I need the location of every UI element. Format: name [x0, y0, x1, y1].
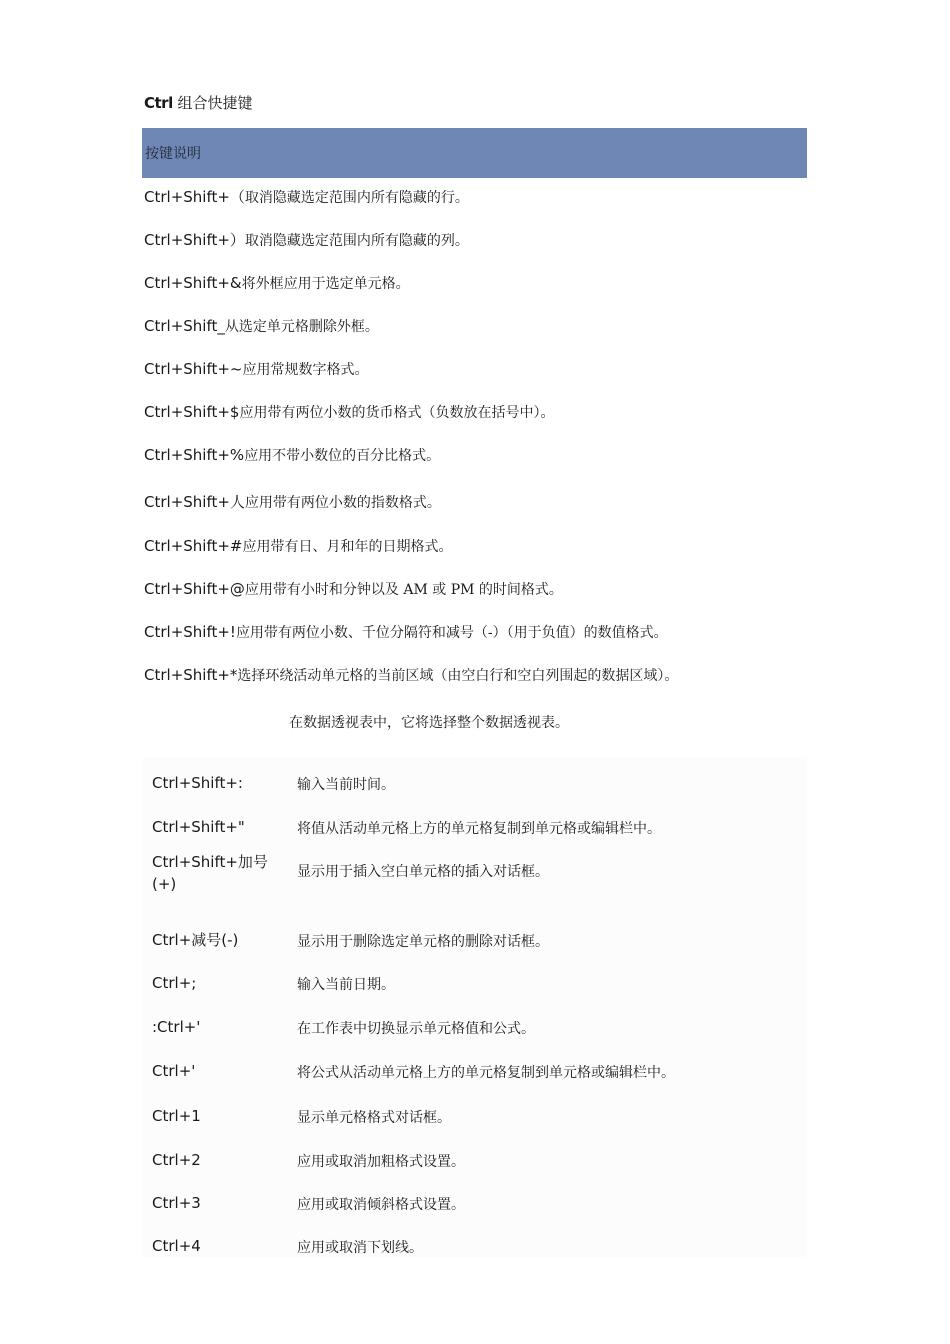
shortcut-desc: 取消隐藏选定范围内所有隐藏的行。: [244, 190, 469, 206]
table-key: Ctrl+Shift+:: [152, 774, 243, 792]
table-header: [142, 128, 807, 178]
shortcut-line: [144, 445, 440, 466]
table-desc: 应用或取消倾斜格式设置。: [297, 1197, 465, 1213]
shortcut-line: [144, 187, 469, 208]
shortcut-desc: 将外框应用于选定单元格。: [241, 276, 410, 292]
table-key: Ctrl+3: [152, 1194, 201, 1212]
table-header-label: 按键说明: [145, 146, 201, 162]
shortcut-line: [144, 273, 410, 294]
table-key: Ctrl+;: [152, 974, 197, 992]
shortcut-key: Ctrl+Shift+@: [144, 580, 245, 598]
shortcut-line: [144, 230, 469, 251]
shortcut-desc: 选择环绕活动单元格的当前区域（由空白行和空白列围起的数据区域）。: [237, 668, 679, 684]
table-desc: 输入当前日期。: [297, 977, 395, 993]
shortcut-line: [144, 316, 379, 337]
table-desc: 显示单元格格式对话框。: [297, 1110, 451, 1126]
shortcut-key: Ctrl+Shift+（: [144, 188, 245, 206]
table-key: Ctrl+2: [152, 1151, 201, 1169]
table-desc: 应用或取消下划线。: [297, 1240, 423, 1256]
shortcut-key: Ctrl+Shift+人: [144, 493, 245, 511]
shortcut-desc: 从选定单元格删除外框。: [224, 319, 379, 335]
shortcut-desc: 应用不带小数位的百分比格式。: [244, 448, 441, 464]
table-desc: 显示用于删除选定单元格的删除对话框。: [297, 934, 549, 950]
table-desc: 将公式从活动单元格上方的单元格复制到单元格或编辑栏中。: [297, 1065, 675, 1081]
shortcut-line: [144, 359, 369, 380]
shortcut-desc: 取消隐藏选定范围内所有隐藏的列。: [244, 233, 469, 249]
shortcut-desc: 应用带有日、月和年的日期格式。: [242, 539, 453, 555]
table-desc: 应用或取消加粗格式设置。: [297, 1154, 465, 1170]
shortcut-line: [144, 492, 441, 513]
page-title-suffix: 组合快捷键: [177, 94, 253, 112]
shortcut-key: Ctrl+Shift+&: [144, 274, 242, 292]
table-desc: 在工作表中切换显示单元格值和公式。: [297, 1021, 535, 1037]
shortcut-key: Ctrl+Shift+$: [144, 403, 240, 421]
shortcut-line: [144, 579, 563, 600]
table-key: Ctrl+Shift+": [152, 818, 245, 836]
shortcut-key: Ctrl+Shift+!: [144, 623, 236, 641]
page-title-prefix: Ctrl: [144, 94, 173, 112]
table-key: Ctrl+': [152, 1062, 196, 1080]
table-key: Ctrl+1: [152, 1107, 201, 1125]
shortcut-key: Ctrl+Shift+~: [144, 360, 243, 378]
shortcut-line: [144, 665, 678, 686]
shortcut-desc: 应用常规数字格式。: [242, 362, 369, 378]
shortcut-desc: 应用带有两位小数的指数格式。: [244, 495, 441, 511]
table-key: Ctrl+减号(-): [152, 931, 239, 949]
shortcut-desc: 应用带有两位小数的货币格式（负数放在括号中）。: [239, 405, 555, 421]
pivot-note: 在数据透视表中，它将选择整个数据透视表。: [289, 715, 569, 731]
shortcut-key: Ctrl+Shift+%: [144, 446, 245, 464]
table-desc: 显示用于插入空白单元格的插入对话框。: [297, 864, 549, 880]
shortcut-desc: 应用带有小时和分钟以及 AM 或 PM 的时间格式。: [244, 582, 563, 598]
shortcut-key: Ctrl+Shift+）: [144, 231, 245, 249]
shortcut-line: [144, 622, 668, 643]
shortcut-line: [144, 402, 554, 423]
shortcut-key: Ctrl+Shift_: [144, 317, 225, 335]
shortcut-key: Ctrl+Shift+*: [144, 666, 238, 684]
shortcut-key: Ctrl+Shift+#: [144, 537, 243, 555]
table-desc: 将值从活动单元格上方的单元格复制到单元格或编辑栏中。: [297, 821, 661, 837]
shortcut-line: [144, 536, 453, 557]
table-desc: 输入当前时间。: [297, 777, 395, 793]
table-key: Ctrl+4: [152, 1237, 201, 1255]
table-key: Ctrl+Shift+加号 (+): [152, 853, 268, 893]
shortcut-desc: 应用带有两位小数、千位分隔符和减号（-）（用于负值）的数值格式。: [235, 625, 668, 641]
table-key: :Ctrl+': [152, 1018, 201, 1036]
page-title: [144, 93, 253, 113]
